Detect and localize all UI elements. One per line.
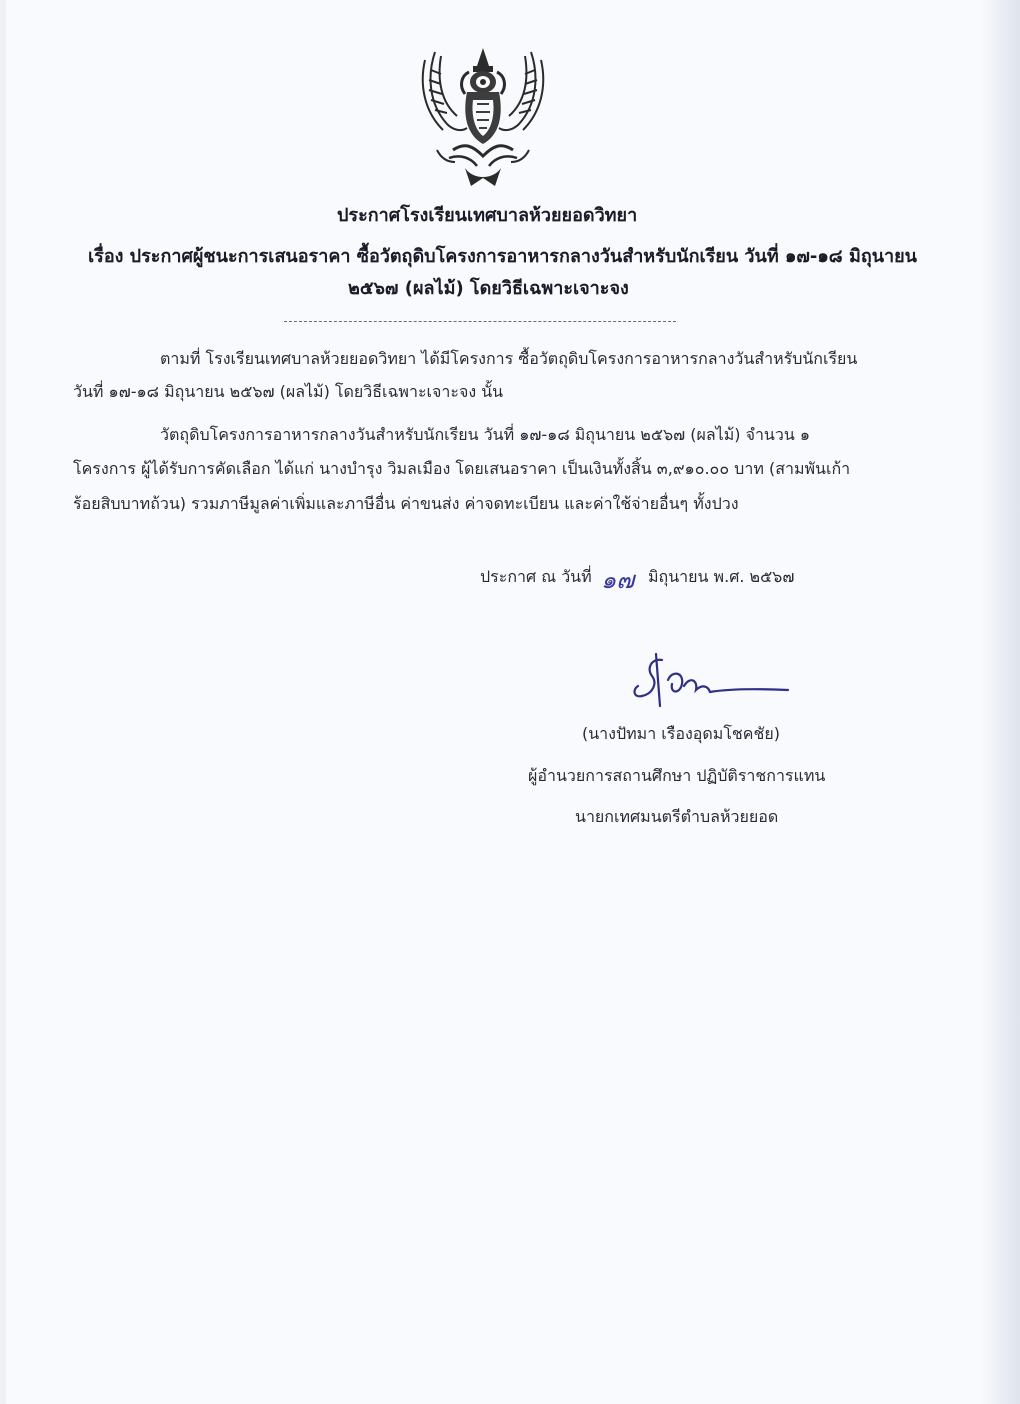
signer-position-2: นายกเทศมนตรีตำบลห้วยยอด <box>575 807 779 826</box>
subject-line-1: เรื่อง ประกาศผู้ชนะการเสนอราคา ซื้อวัตถุดิบโครงการอาหารกลางวันสำหรับนักเรียน วันที่ ๑๗-๑๘ มิถุนายน <box>88 246 917 267</box>
header-divider <box>284 321 676 322</box>
subject-line-2: ๒๕๖๗ (ผลไม้) โดยวิธีเฉพาะเจาะจง <box>348 278 629 299</box>
paragraph-2-line-2: โครงการ ผู้ได้รับการคัดเลือก ได้แก่ นางบำรุง วิมลเมือง โดยเสนอราคา เป็นเงินทั้งสิ้น ๓,๙๑๐.๐๐ บาท (สามพันเก้า <box>73 459 851 478</box>
scan-edge-left <box>0 0 6 1404</box>
paragraph-2-line-3: ร้อยสิบบาทถ้วน) รวมภาษีมูลค่าเพิ่มและภาษีอื่น ค่าขนส่ง ค่าจดทะเบียน และค่าใช้จ่ายอื่นๆ ทั้งปวง <box>73 494 739 513</box>
announcement-suffix: มิถุนายน พ.ศ. ๒๕๖๗ <box>648 567 795 586</box>
document-title: ประกาศโรงเรียนเทศบาลห้วยยอดวิทยา <box>337 205 638 226</box>
signer-name: (นางปัทมา เรืองอุดมโชคชัย) <box>582 724 780 743</box>
garuda-emblem-icon <box>413 46 553 190</box>
paragraph-1-line-2: วันที่ ๑๗-๑๘ มิถุนายน ๒๕๖๗ (ผลไม้) โดยวิธีเฉพาะเจาะจง นั้น <box>73 382 504 401</box>
signer-position-1: ผู้อำนวยการสถานศึกษา ปฏิบัติราชการแทน <box>528 766 826 785</box>
paragraph-1-line-1: ตามที่ โรงเรียนเทศบาลห้วยยอดวิทยา ได้มีโครงการ ซื้อวัตถุดิบโครงการอาหารกลางวันสำหรับนักเรียน <box>160 349 858 368</box>
announcement-prefix: ประกาศ ณ วันที่ <box>480 567 592 586</box>
scan-edge-right <box>980 0 1020 1404</box>
handwritten-day: ๑๗ <box>601 566 635 594</box>
paragraph-2-line-1: วัตถุดิบโครงการอาหารกลางวันสำหรับนักเรียน วันที่ ๑๗-๑๘ มิถุนายน ๒๕๖๗ (ผลไม้) จำนวน ๑ <box>160 425 811 444</box>
handwritten-signature-icon <box>612 650 802 720</box>
